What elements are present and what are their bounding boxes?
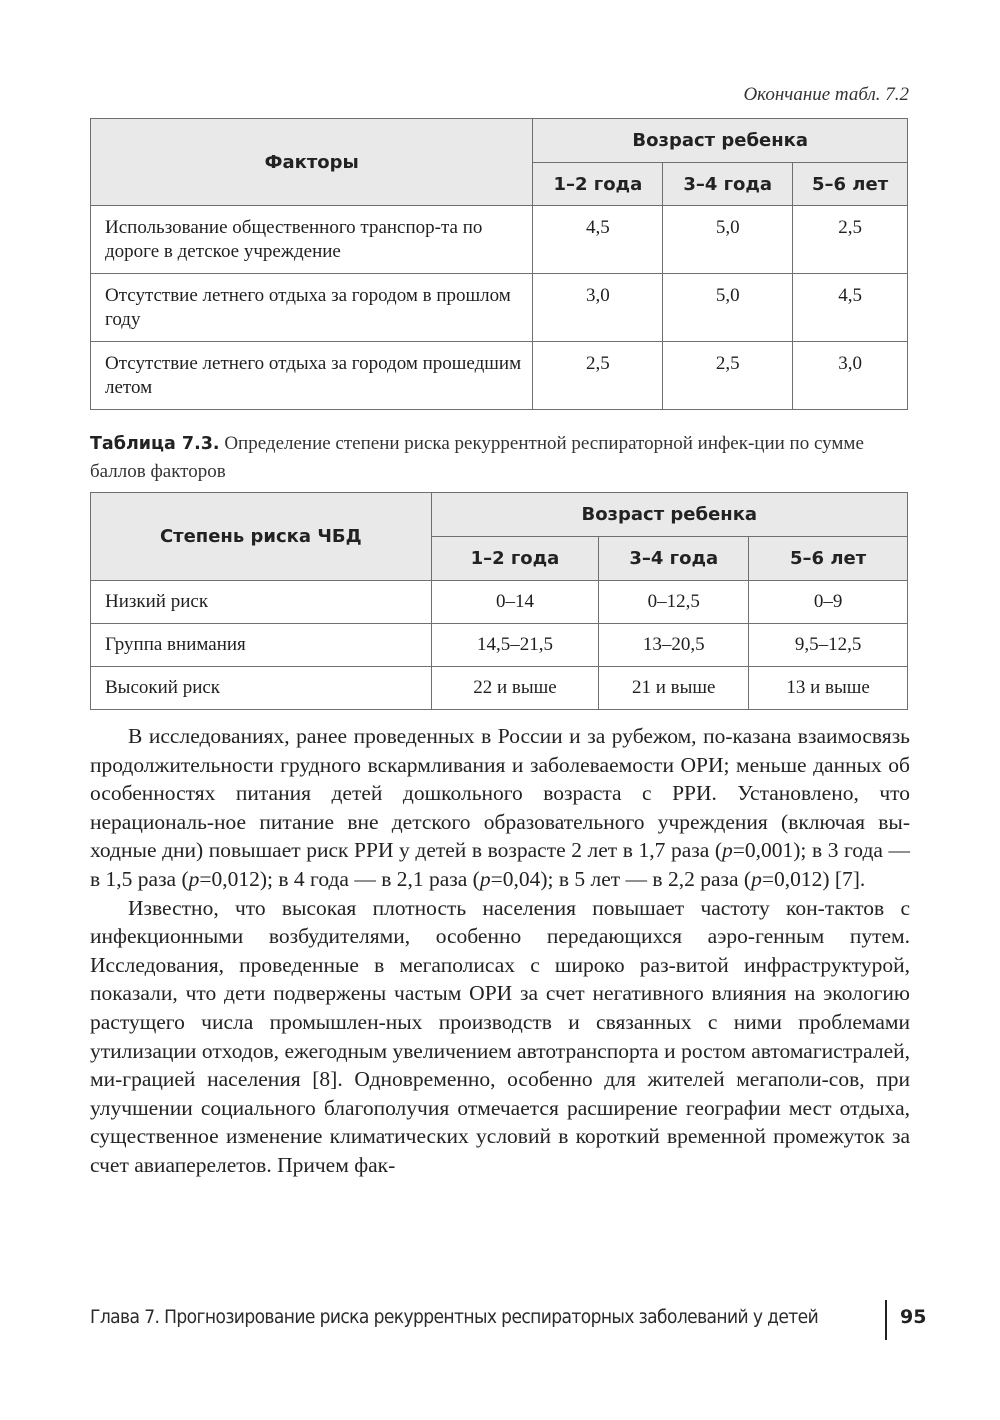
factor-value: 4,5	[533, 206, 663, 274]
table-row	[91, 206, 908, 274]
risk-value: 0–9	[749, 581, 908, 624]
factor-value: 3,0	[533, 274, 663, 342]
factors-table	[90, 118, 908, 410]
caption-text: Определение степени риска рекуррентной респираторной инфек-ции по сумме баллов факторов	[90, 433, 864, 482]
factor-value: 4,5	[793, 274, 908, 342]
risk-label: Низкий риск	[91, 581, 432, 624]
age-col-3: 5–6 лет	[793, 163, 908, 206]
table-row	[91, 581, 908, 624]
table-row	[91, 274, 908, 342]
table-continuation-label: Окончание табл. 7.2	[743, 84, 909, 105]
factor-value: 3,0	[793, 342, 908, 410]
risk-table	[90, 492, 908, 710]
table-caption	[90, 430, 908, 485]
caption-prefix: Таблица 7.3.	[90, 434, 220, 454]
factors-header: Факторы	[91, 119, 533, 206]
page-footer	[90, 1300, 930, 1340]
risk-value: 13–20,5	[599, 624, 749, 667]
footer-divider	[885, 1300, 887, 1340]
factor-label: Использование общественного транспор-та по дороге в детское учреждение	[91, 206, 533, 274]
factor-value: 5,0	[663, 274, 793, 342]
risk-label: Высокий риск	[91, 667, 432, 710]
table-row	[91, 342, 908, 410]
risk-value: 21 и выше	[599, 667, 749, 710]
age-col-2: 3–4 года	[599, 537, 749, 581]
factor-value: 5,0	[663, 206, 793, 274]
risk-value: 0–14	[431, 581, 599, 624]
risk-value: 9,5–12,5	[749, 624, 908, 667]
factor-value: 2,5	[533, 342, 663, 410]
table-row	[91, 667, 908, 710]
age-header: Возраст ребенка	[533, 119, 908, 163]
risk-label: Группа внимания	[91, 624, 432, 667]
factor-label: Отсутствие летнего отдыха за городом в прошлом году	[91, 274, 533, 342]
age-col-1: 1–2 года	[431, 537, 599, 581]
factor-value: 2,5	[793, 206, 908, 274]
paragraph-1: В исследованиях, ранее проведенных в России и за рубежом, по-казана взаимосвязь продолжительности грудного вскармливания и заболеваемости ОРИ; меньше данных об особенностях питания детей дошкольного возраста с РРИ. Установлено, что нерациональ-ное питание вне детского образовательного учреждения (включая вы-ходные дни) повышает риск РРИ у детей в возрасте 2 лет в 1,7 раза (p=0,001); в 3 года — в 1,5 раза (p=0,012); в 4 года — в 2,1 раза (p=0,04); в 5 лет — в 2,2 раза (p=0,012) [7].	[90, 724, 910, 891]
risk-value: 14,5–21,5	[431, 624, 599, 667]
body-text	[90, 722, 910, 1180]
factor-value: 2,5	[663, 342, 793, 410]
risk-value: 13 и выше	[749, 667, 908, 710]
age-col-1: 1–2 года	[533, 163, 663, 206]
risk-value: 0–12,5	[599, 581, 749, 624]
age-col-3: 5–6 лет	[749, 537, 908, 581]
risk-value: 22 и выше	[431, 667, 599, 710]
page-number: 95	[900, 1306, 927, 1328]
age-header: Возраст ребенка	[431, 493, 907, 537]
age-col-2: 3–4 года	[663, 163, 793, 206]
risk-header: Степень риска ЧБД	[91, 493, 432, 581]
chapter-title: Глава 7. Прогнозирование риска рекуррентных респираторных заболеваний у детей	[90, 1306, 819, 1328]
table-row	[91, 624, 908, 667]
paragraph-2: Известно, что высокая плотность населения повышает частоту кон-тактов с инфекционными возбудителями, особенно передающихся аэро-генным путем. Исследования, проведенные в мегаполисах с широко раз-витой инфраструктурой, показали, что дети подвержены частым ОРИ за счет негативного влияния на экологию растущего числа промышлен-ных производств и связанных с ними проблемами утилизации отходов, ежегодным увеличением автотранспорта и ростом автомагистралей, ми-грацией населения [8]. Одновременно, особенно для жителей мегаполи-сов, при улучшении социального благополучия отмечается расширение географии мест отдыха, существенное изменение климатических условий в короткий временной промежуток за счет авиаперелетов. Причем фак-	[90, 895, 910, 1177]
factor-label: Отсутствие летнего отдыха за городом прошедшим летом	[91, 342, 533, 410]
